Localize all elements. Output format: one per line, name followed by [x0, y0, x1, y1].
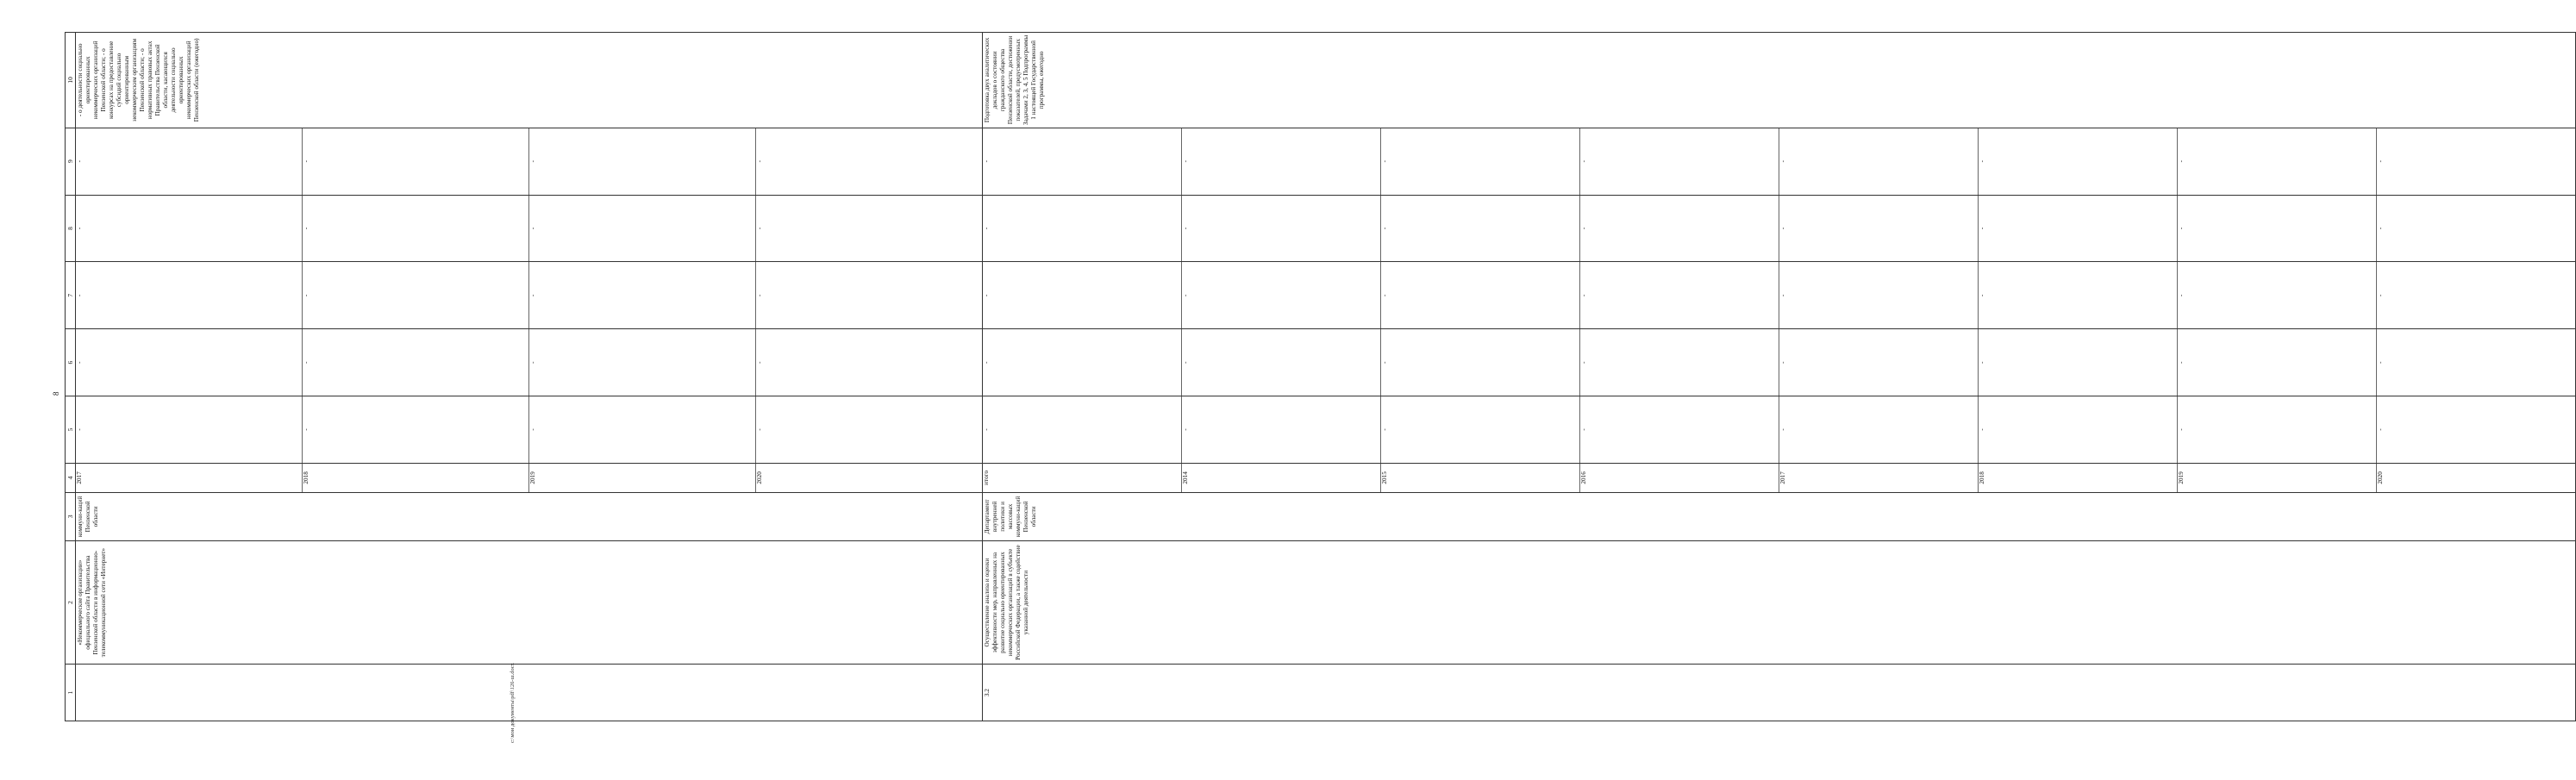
- year-cell: [76, 463, 983, 492]
- funding-cell-value: -: [2377, 159, 2385, 163]
- funding-cell-value: -: [983, 196, 1182, 262]
- funding-cell-value: -: [983, 396, 1182, 463]
- funding-cell-value: -: [1979, 196, 2178, 262]
- funding-cell-value: -: [1580, 196, 1779, 262]
- funding-cell-value: -: [1182, 196, 1381, 262]
- funding-cell-value: -: [1779, 128, 1979, 195]
- funding-cell-value: -: [2377, 227, 2385, 230]
- measure-name-cell: Осуществление анализа и оценки эффективности мер, направленных на развитие социально ориентированных некоммерческих организаций в субъекте Российской Федерации, а также содействие указанной деятельности: [983, 540, 2576, 665]
- funding-cell-value: -: [1779, 262, 1979, 328]
- funding-cell: [76, 195, 983, 262]
- funding-cell-value: -: [1979, 396, 2178, 463]
- funding-cell-value: -: [1182, 262, 1381, 328]
- funding-cell: [983, 195, 2576, 262]
- header-cell: 10: [66, 33, 76, 128]
- funding-cell-value: -: [2178, 262, 2377, 328]
- funding-cell-value: -: [756, 159, 764, 163]
- header-cell: 3: [66, 492, 76, 540]
- funding-cell-value: -: [529, 196, 756, 262]
- funding-cell-value: -: [983, 329, 1182, 396]
- funding-cell-value: -: [529, 396, 756, 463]
- funding-cell-value: -: [303, 128, 529, 195]
- header-cell: 1: [66, 665, 76, 721]
- funding-cell-value: -: [303, 329, 529, 396]
- year-cell-value: 2018: [303, 464, 529, 492]
- funding-cell-value: -: [756, 294, 764, 296]
- funding-cell-value: -: [529, 262, 756, 328]
- header-cell: 8: [66, 195, 76, 262]
- funding-cell-value: -: [756, 428, 764, 431]
- funding-cell: [983, 329, 2576, 396]
- funding-cell: [76, 329, 983, 396]
- funding-cell-value: -: [1779, 396, 1979, 463]
- funding-cell-value: -: [303, 396, 529, 463]
- year-cell: [983, 463, 2576, 492]
- year-cell-value: 2014: [1182, 464, 1381, 492]
- year-cell-value: 2017: [76, 464, 303, 492]
- executor-cell: коммуни-каций Пензенской области: [76, 492, 983, 540]
- year-cell-value: 2015: [1381, 464, 1580, 492]
- table-row: [983, 33, 2576, 721]
- funding-cell-value: -: [1979, 262, 2178, 328]
- year-cell-value: 2016: [1580, 464, 1779, 492]
- funding-cell-value: -: [983, 262, 1182, 328]
- funding-cell-value: -: [1580, 128, 1779, 195]
- funding-cell-value: -: [756, 227, 764, 230]
- funding-cell-value: -: [1580, 262, 1779, 328]
- funding-cell: [76, 128, 983, 195]
- funding-cell: [983, 128, 2576, 195]
- funding-cell: [983, 262, 2576, 329]
- header-cell: 4: [66, 463, 76, 492]
- funding-cell-value: -: [1182, 128, 1381, 195]
- funding-cell-value: -: [2377, 428, 2385, 431]
- funding-cell-value: -: [303, 196, 529, 262]
- funding-cell-value: -: [2178, 396, 2377, 463]
- year-cell-value: 2020: [2377, 471, 2385, 484]
- funding-cell-value: -: [1381, 262, 1580, 328]
- funding-cell-value: -: [1779, 329, 1979, 396]
- funding-cell-value: -: [2178, 329, 2377, 396]
- year-cell-value: 2019: [2178, 464, 2377, 492]
- funding-cell-value: -: [76, 329, 303, 396]
- funding-cell-value: -: [1182, 396, 1381, 463]
- funding-cell-value: -: [1580, 329, 1779, 396]
- table-row: [76, 33, 983, 721]
- funding-cell-value: -: [1381, 396, 1580, 463]
- page-number: 8: [52, 391, 60, 396]
- funding-cell-value: -: [1779, 196, 1979, 262]
- funding-cell-value: -: [2178, 128, 2377, 195]
- header-cell: 6: [66, 329, 76, 396]
- header-cell: 7: [66, 262, 76, 329]
- footer-file-path: c:\мои документы\pdf\126-ш.docx: [510, 663, 516, 743]
- funding-cell-value: -: [76, 128, 303, 195]
- result-cell: Подготовка двух аналитических докладов о состоянии гражданского общества Пензенской области, достижении показателей, предусмотренных Задачами 2, 3, 4, 5 Подпрограммы 1 настоящей Государственной программы, ежегодно: [983, 33, 2576, 128]
- funding-cell-value: -: [1381, 128, 1580, 195]
- funding-cell-value: -: [529, 128, 756, 195]
- funding-cell-value: -: [2377, 294, 2385, 296]
- funding-cell-value: -: [303, 262, 529, 328]
- row-number-cell: [76, 665, 983, 721]
- funding-cell-value: -: [756, 361, 764, 364]
- header-cell: 2: [66, 540, 76, 665]
- funding-cell-value: -: [1381, 329, 1580, 396]
- funding-cell-value: -: [76, 196, 303, 262]
- year-cell-value: итого: [983, 464, 1182, 492]
- header-cell: 9: [66, 128, 76, 195]
- year-cell-value: 2018: [1979, 464, 2178, 492]
- funding-cell-value: -: [1381, 196, 1580, 262]
- funding-cell-value: -: [1580, 396, 1779, 463]
- funding-cell-value: -: [1979, 329, 2178, 396]
- funding-cell-value: -: [76, 262, 303, 328]
- measure-name-cell: «Некоммерческие организации» официального сайта Правительства Пензенской области в информационно-телекоммуникационной сети «Интернет»: [76, 540, 983, 665]
- funding-cell-value: -: [1979, 128, 2178, 195]
- funding-cell-value: -: [2178, 196, 2377, 262]
- year-cell-value: 2017: [1779, 464, 1979, 492]
- funding-cell-value: -: [529, 329, 756, 396]
- funding-cell: [76, 262, 983, 329]
- funding-cell-value: -: [2377, 361, 2385, 364]
- header-row: [66, 33, 76, 721]
- funding-cell: [76, 396, 983, 464]
- executor-cell: Департамент внутренней политики и массовых коммуни-каций Пензенской области: [983, 492, 2576, 540]
- year-cell-value: 2019: [529, 464, 756, 492]
- row-number-cell: 3.2: [983, 665, 2576, 721]
- funding-cell-value: -: [76, 396, 303, 463]
- year-cell-value: 2020: [756, 471, 764, 484]
- funding-cell-value: -: [983, 128, 1182, 195]
- funding-cell-value: -: [1182, 329, 1381, 396]
- funding-cell: [983, 396, 2576, 464]
- program-table: [65, 32, 2576, 721]
- result-cell: - о деятельности социально ориентированных некоммерческих организаций Пензенской области; - о конкурсах на предоставление субсидий социально ориентированным некоммерческим организациям Пензенской области; - о нормативных правовых актах Правительства Пензенской области, касающихся деятельности социально ориентированных некоммерческих организаций Пензенской области (ежегодно): [76, 33, 983, 128]
- header-cell: 5: [66, 396, 76, 464]
